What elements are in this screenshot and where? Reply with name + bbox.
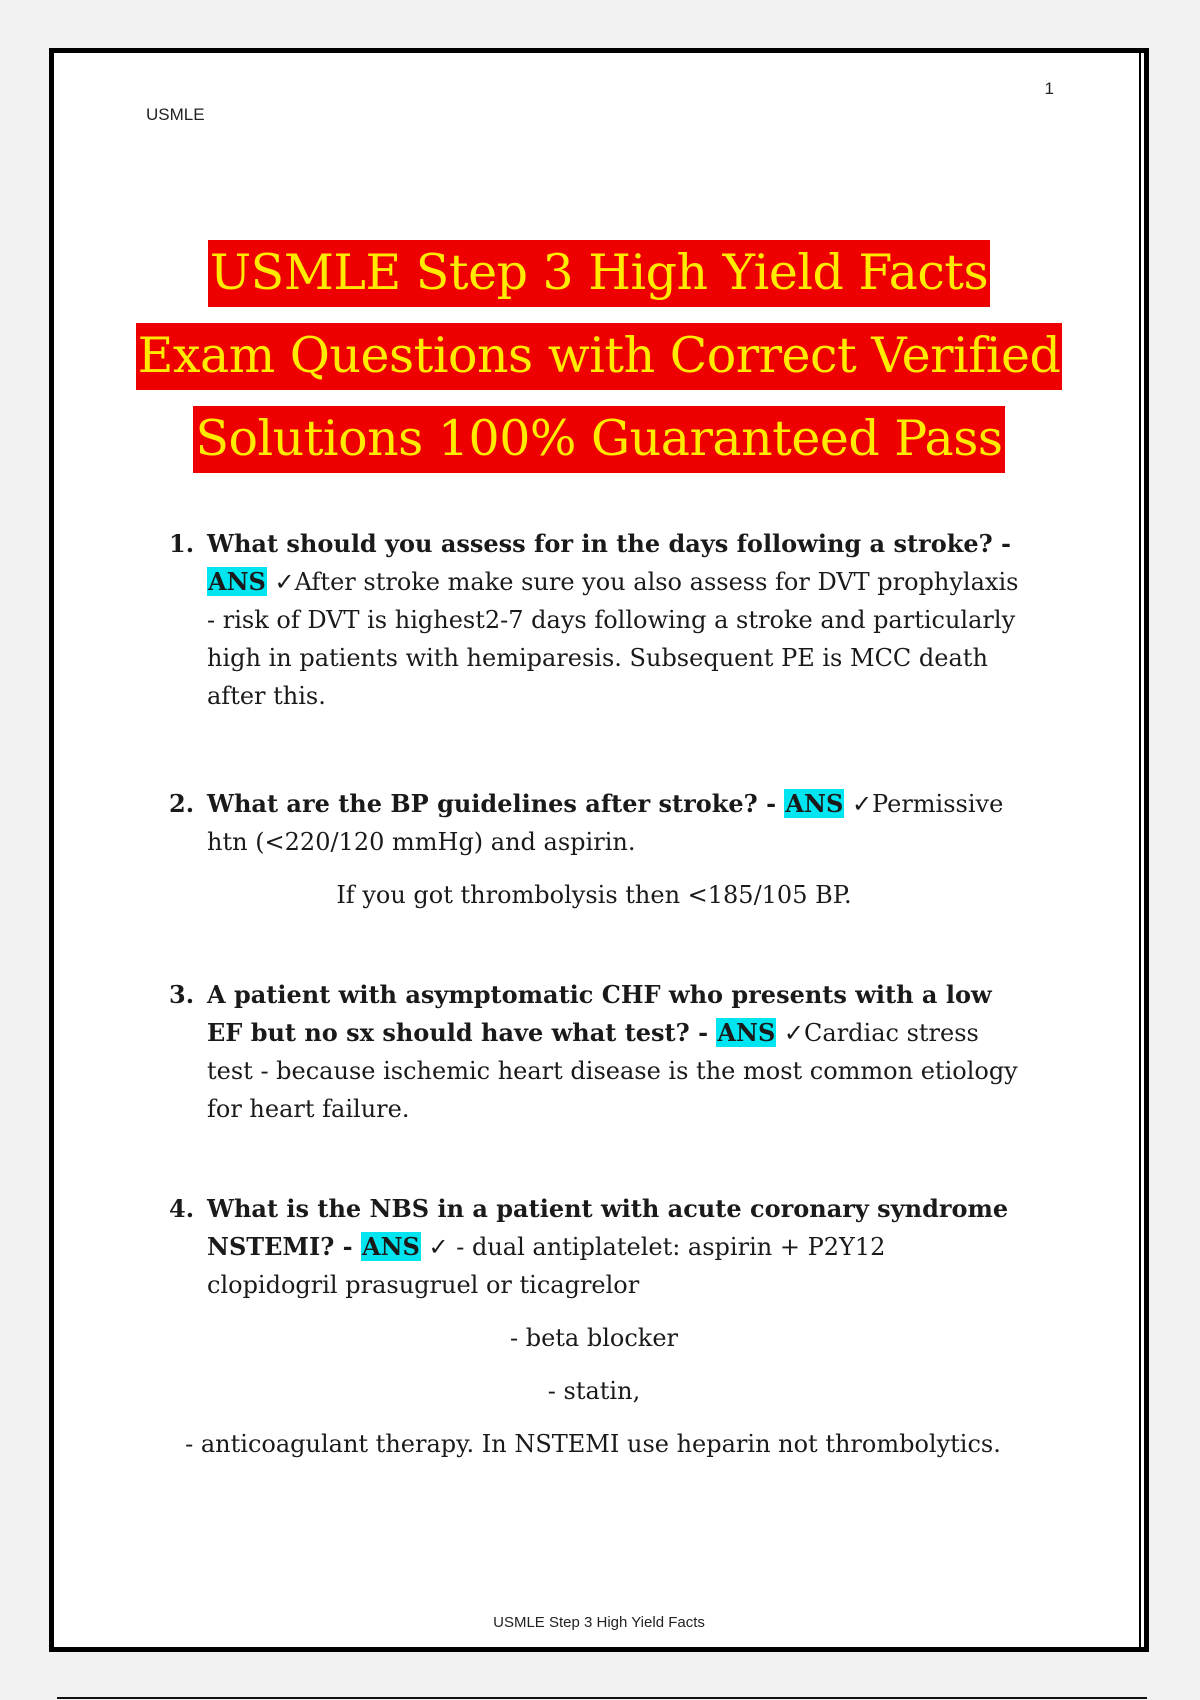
answer-text: - dual antiplatelet: aspirin + P2Y12 clopidogril prasugruel or ticagrelor [207, 1233, 886, 1299]
page-footer: USMLE Step 3 High Yield Facts [493, 1614, 705, 1631]
answer-extra-line: - statin, [547, 1377, 641, 1405]
question-number: 2. [169, 789, 195, 818]
question-number: 3. [169, 980, 195, 1009]
checkmark-icon: ✓ [428, 1233, 449, 1261]
question-number: 4. [169, 1194, 195, 1223]
title-line-1: USMLE Step 3 High Yield Facts [54, 231, 1144, 314]
title-line-3: Solutions 100% Guaranteed Pass [54, 397, 1144, 480]
question-number: 1. [169, 529, 195, 558]
question-item [169, 976, 1019, 1128]
document-page [49, 48, 1149, 1652]
question-item [169, 525, 1019, 715]
answer-text: Cardiac stress test - because ischemic heart disease is the most common etiology for heart failure. [207, 1019, 1018, 1123]
checkmark-icon: ✓ [851, 790, 873, 818]
ans-label: ANS [717, 1018, 776, 1047]
ans-label: ANS [785, 789, 844, 818]
answer-text: After stroke make sure you also assess for DVT prophylaxis - risk of DVT is highest2-7 days following a stroke and particularly high in patients with hemiparesis. Subsequent PE is MCC death after this. [207, 568, 1019, 710]
document-title [54, 231, 1144, 480]
answer-extra-line: - beta blocker [509, 1324, 679, 1352]
checkmark-icon: ✓ [274, 568, 295, 596]
question-text: A patient with asymptomatic CHF who presents with a low EF but no sx should have what test? - [207, 980, 992, 1047]
question-text: What should you assess for in the days following a stroke? - [207, 529, 1011, 558]
title-line-2: Exam Questions with Correct Verified [54, 314, 1144, 397]
answer-extra-line: If you got thrombolysis then <185/105 BP. [336, 881, 852, 909]
question-text: What is the NBS in a patient with acute coronary syndrome NSTEMI? - [207, 1194, 1009, 1261]
answer-text: Permissive htn (<220/120 mmHg) and aspirin. [207, 790, 1004, 856]
header-label: USMLE [146, 105, 205, 124]
ans-label: ANS [361, 1232, 420, 1261]
question-item [169, 785, 1019, 914]
ans-label: ANS [208, 567, 266, 596]
question-text: What are the BP guidelines after stroke? - [207, 789, 785, 818]
question-list [169, 525, 1019, 1533]
next-page-edge [57, 1697, 1147, 1699]
page-number: 1 [1044, 79, 1054, 98]
checkmark-icon: ✓ [783, 1019, 805, 1047]
answer-extra-line: - anticoagulant therapy. In NSTEMI use heparin not thrombolytics. [185, 1430, 1001, 1458]
question-item [169, 1190, 1019, 1463]
